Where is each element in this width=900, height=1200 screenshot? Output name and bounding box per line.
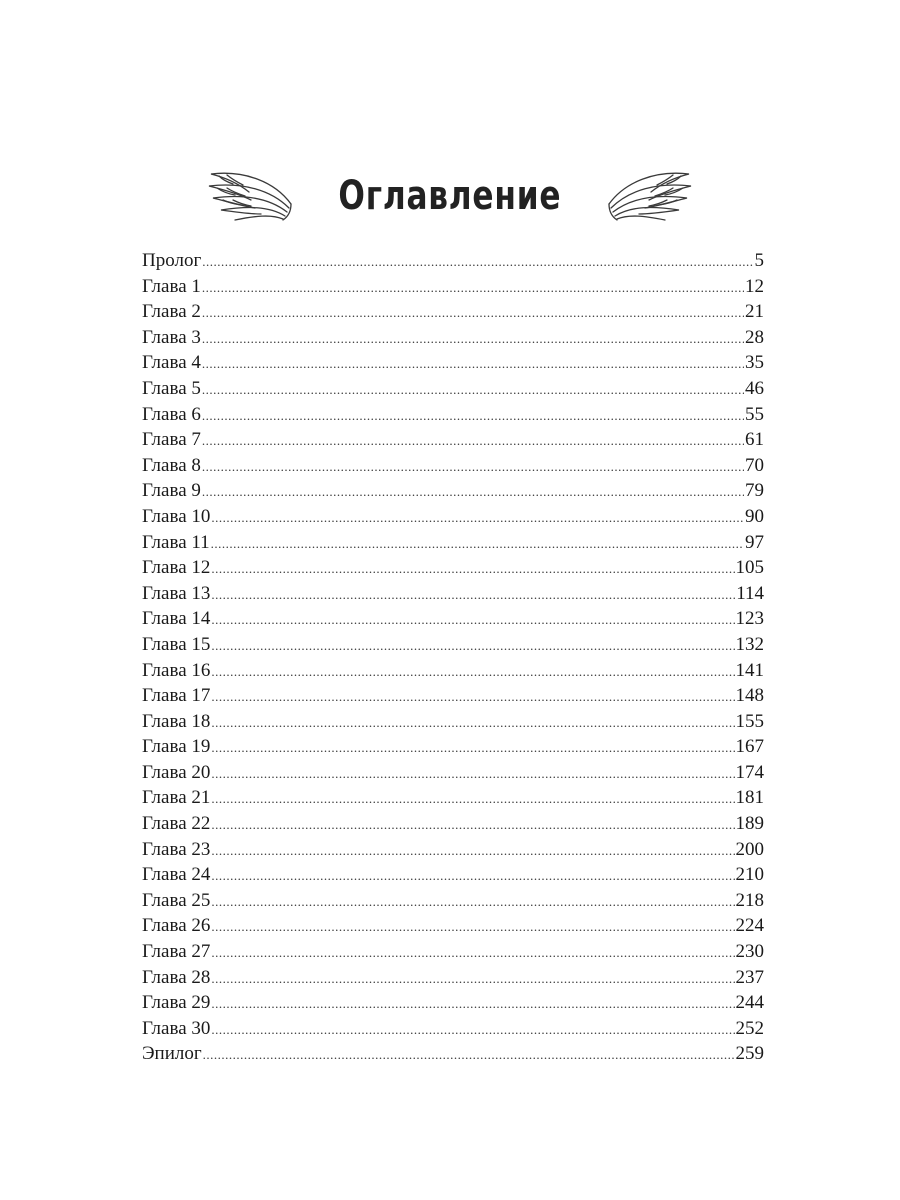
toc-entry-title: Глава 24 [142,864,211,886]
toc-entry [142,478,764,504]
toc-entry-title: Глава 13 [142,582,211,604]
toc-entry-page: 218 [735,889,764,911]
dot-leader [202,428,744,454]
toc-entry-page: 35 [745,352,764,374]
toc-entry [142,709,764,735]
toc-entry [142,530,764,556]
dot-leader [211,659,734,685]
dot-leader [211,940,734,966]
toc-entry-page: 155 [735,710,764,732]
toc-entry-page: 210 [735,864,764,886]
dot-leader [203,1042,735,1068]
toc-entry [142,555,764,581]
toc-entry-page: 181 [735,787,764,809]
dot-leader [211,786,734,812]
toc-entry-title: Глава 25 [142,889,211,911]
toc-entry [142,734,764,760]
toc-entry [142,785,764,811]
toc-entry-title: Глава 1 [142,275,201,297]
toc-entry-page: 97 [745,531,764,553]
toc-entry [142,760,764,786]
toc-entry-page: 21 [745,301,764,323]
toc-entry-title: Глава 15 [142,633,211,655]
toc-entry-title: Глава 6 [142,403,201,425]
toc-entry-page: 114 [736,582,764,604]
dot-leader [211,914,734,940]
toc-entry-page: 167 [735,736,764,758]
toc-entry-page: 132 [735,633,764,655]
toc-entry [142,811,764,837]
dot-leader [202,326,744,352]
toc-entry-page: 79 [745,480,764,502]
wing-left-icon [205,164,293,224]
dot-leader [211,710,734,736]
toc-entry-title: Глава 26 [142,915,211,937]
toc-entry [142,581,764,607]
dot-leader [211,684,734,710]
toc-entry-title: Глава 30 [142,1017,211,1039]
toc-entry [142,1016,764,1042]
toc-entry [142,274,764,300]
toc-entry [142,376,764,402]
toc-heading [0,158,900,230]
toc-entry-page: 70 [745,454,764,476]
dot-leader [211,582,735,608]
toc-entry-page: 5 [754,250,764,271]
toc-entry-title: Глава 12 [142,557,211,579]
toc-entry-page: 141 [735,659,764,681]
toc-entry-title: Глава 23 [142,838,211,860]
toc-entry-page: 259 [735,1043,764,1065]
toc-entry-title: Глава 22 [142,813,211,835]
toc-entry [142,1041,764,1067]
dot-leader [211,991,734,1017]
toc-entry [142,683,764,709]
toc-entry-title: Глава 16 [142,659,211,681]
toc-entry [142,965,764,991]
dot-leader [202,479,744,505]
toc-entry [142,939,764,965]
dot-leader [202,249,753,275]
dot-leader [211,761,734,787]
toc-entry-page: 244 [735,992,764,1014]
toc-entry-page: 55 [745,403,764,425]
dot-leader [211,838,734,864]
toc-entry [142,658,764,684]
toc-entry-page: 28 [745,326,764,348]
toc-entry [142,350,764,376]
toc-entry-title: Глава 11 [142,531,210,553]
dot-leader [211,607,734,633]
toc-entry-page: 105 [735,557,764,579]
toc-entry [142,837,764,863]
toc-entry [142,248,764,274]
toc-entry-title: Глава 29 [142,992,211,1014]
toc-entry-page: 230 [735,941,764,963]
dot-leader [211,863,734,889]
toc-entry [142,504,764,530]
dot-leader [211,812,734,838]
toc-entry-page: 123 [735,608,764,630]
toc-entry-title: Глава 5 [142,377,201,399]
dot-leader [211,966,734,992]
toc-entry-page: 174 [735,761,764,783]
toc-entry-page: 237 [735,966,764,988]
dot-leader [211,556,734,582]
toc-entry-title: Глава 3 [142,326,201,348]
toc-entry-title: Глава 10 [142,505,211,527]
toc-entry-page: 252 [735,1017,764,1039]
toc-entry [142,325,764,351]
toc-entry-page: 224 [735,915,764,937]
dot-leader [211,633,734,659]
toc-entry-title: Глава 14 [142,608,211,630]
dot-leader [202,454,744,480]
toc-entry-title: Глава 19 [142,736,211,758]
toc-entry-title: Глава 27 [142,941,211,963]
dot-leader [202,351,744,377]
toc-entry [142,606,764,632]
toc-entry-title: Пролог [142,250,202,271]
toc-entry-page: 90 [745,505,764,527]
toc-entry-title: Глава 28 [142,966,211,988]
toc-entry [142,888,764,914]
toc-entry-title: Эпилог [142,1043,202,1065]
toc-entry-page: 61 [745,429,764,451]
toc-entry-title: Глава 20 [142,761,211,783]
toc-entry-page: 12 [745,275,764,297]
toc-entry-title: Глава 7 [142,429,201,451]
toc-entry-title: Глава 21 [142,787,211,809]
toc-entry [142,990,764,1016]
toc-entry-page: 46 [745,377,764,399]
dot-leader [211,735,734,761]
toc-entry-title: Глава 9 [142,480,201,502]
dot-leader [202,377,744,403]
page-title: Оглавление [338,173,562,219]
toc-entry [142,453,764,479]
dot-leader [211,889,734,915]
wing-right-icon [607,164,695,224]
toc-entry [142,913,764,939]
toc-entry-title: Глава 8 [142,454,201,476]
dot-leader [211,1017,734,1043]
dot-leader [202,300,744,326]
dot-leader [202,275,744,301]
toc-entry-title: Глава 17 [142,685,211,707]
toc-entry-page: 200 [735,838,764,860]
toc-entry-title: Глава 4 [142,352,201,374]
toc-entry-title: Глава 18 [142,710,211,732]
toc-entry [142,299,764,325]
toc-entry [142,632,764,658]
toc-entry-title: Глава 2 [142,301,201,323]
toc-entry [142,427,764,453]
table-of-contents [142,248,764,1067]
toc-entry [142,402,764,428]
dot-leader [211,505,744,531]
toc-entry [142,862,764,888]
dot-leader [202,403,744,429]
toc-entry-page: 148 [735,685,764,707]
toc-entry-page: 189 [735,813,764,835]
dot-leader [211,531,744,557]
